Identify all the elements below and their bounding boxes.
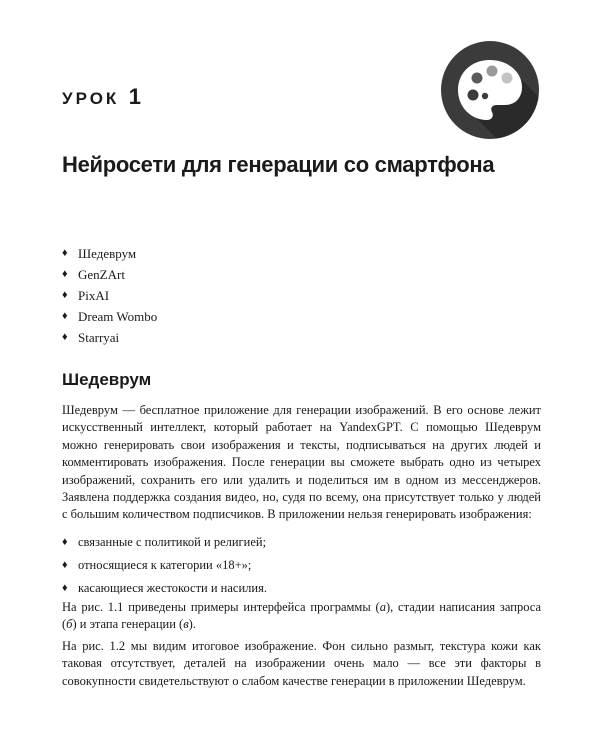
- list-item-label: Шедеврум: [78, 246, 137, 261]
- list-item-label: Starryai: [78, 330, 120, 345]
- list-item-label: касающиеся жестокости и насилия.: [78, 581, 267, 595]
- paragraph-text: ) и этапа генерации (: [72, 617, 184, 632]
- paragraph-figure-1-2: На рис. 1.2 мы видим итоговое изображение. Фон сильно размыт, текстура кожи как таковая отсутствует, деталей на изображении очень мало — все эти факторы в совокупности свидетельствуют о слабом качестве генерации в приложении Шедеврум.: [62, 639, 541, 688]
- paragraph-figure-1-1: [62, 599, 541, 634]
- list-item: [62, 554, 267, 577]
- list-item: [62, 306, 157, 327]
- palette-icon: [440, 40, 540, 140]
- section-heading: Шедеврум: [62, 370, 152, 389]
- app-list: [62, 243, 157, 348]
- diamond-bullet-icon: ♦: [62, 331, 68, 343]
- diamond-bullet-icon: ♦: [62, 582, 68, 594]
- list-item: [62, 531, 267, 554]
- diamond-bullet-icon: ♦: [62, 536, 68, 548]
- diamond-bullet-icon: ♦: [62, 268, 68, 280]
- list-item: [62, 285, 157, 306]
- paragraph-text: На рис. 1.1 приведены примеры интерфейса программы (: [62, 600, 380, 614]
- figure-ref-a: а: [379, 600, 386, 614]
- figure-ref-b: б: [66, 617, 73, 632]
- figure-ref-c: в: [183, 617, 189, 632]
- list-item-label: Dream Wombo: [78, 309, 158, 324]
- list-item: [62, 577, 267, 600]
- list-item: [62, 243, 157, 264]
- paragraph-intro: Шедеврум — бесплатное приложение для генерации изображений. В его основе лежит искусственный интеллект, который работает на YandexGPT. С помощью Шедеврум можно генерировать свои изображения и тексты, подписываться на других людей и комментировать изображения. После генерации вы сможете выбрать одно из четырех изображений, сохранить его или удалить и поделиться им в одном из мессенджеров. Заявлена поддержка создания видео, но, судя по всему, она присутствует только у людей с большим количеством подписчиков. В приложении нельзя генерировать изображения:: [62, 403, 541, 522]
- list-item-label: PixAI: [78, 288, 110, 303]
- lesson-label: [62, 84, 144, 110]
- diamond-bullet-icon: ♦: [62, 559, 68, 571]
- list-item-label: относящиеся к категории «18+»;: [78, 558, 252, 572]
- paragraph-text: ).: [188, 617, 196, 632]
- diamond-bullet-icon: ♦: [62, 310, 68, 322]
- list-item-label: связанные с политикой и религией;: [78, 535, 267, 549]
- diamond-bullet-icon: ♦: [62, 247, 68, 259]
- page-title: Нейросети для генерации со смартфона: [62, 152, 495, 177]
- list-item: [62, 327, 157, 348]
- paragraph-text: ), стадии написания запроса (: [62, 600, 542, 632]
- lesson-number: 1: [128, 84, 144, 109]
- lesson-word: УРОК: [62, 89, 120, 108]
- list-item-label: GenZArt: [78, 267, 125, 282]
- list-item: [62, 264, 157, 285]
- restriction-list: [62, 531, 267, 600]
- diamond-bullet-icon: ♦: [62, 289, 68, 301]
